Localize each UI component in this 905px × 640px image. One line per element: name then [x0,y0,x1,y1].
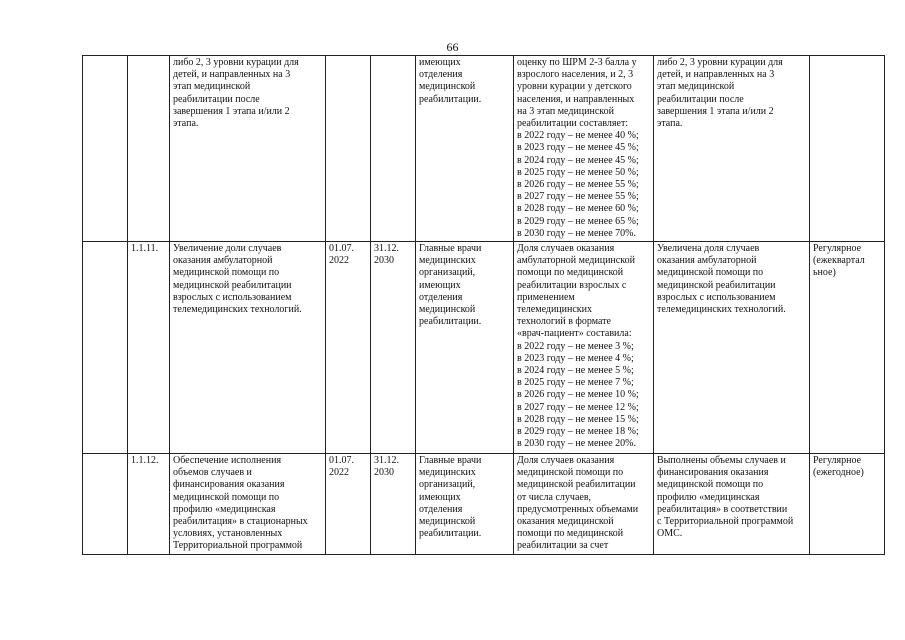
indicator-year-target: в 2024 году – не менее 5 %; [517,365,634,377]
indicator-text-cell [514,56,654,242]
indicator-text-cell [514,242,654,454]
indicator-year-target: в 2029 году – не менее 18 %; [517,426,639,438]
expected-result-cell [654,56,810,242]
blank-cell-cell [83,56,128,242]
activity-name-cell [170,242,326,454]
indicator-intro: оценку по ШРМ 2-3 балла у взрослого населения, и 2, 3 уровни курации у детского населения, и направленных на 3 этап медицинской реабилитации составляет: [517,57,637,130]
indicator-year-target: в 2025 году – не менее 50 %; [517,166,639,178]
page-number: 66 [446,40,459,54]
item-number: 1.1.11. [131,243,159,255]
indicator-year-target: в 2030 году – не менее 70%. [517,227,636,239]
end-date: 31.12. 2030 [374,243,399,267]
indicator-year-target: в 2023 году – не менее 45 %; [517,142,639,154]
table-row [83,454,885,555]
periodicity: Регулярное (ежеквартал ьное) [813,243,865,279]
blank-cell-cell [83,454,128,555]
end-date-cell [371,56,416,242]
activity-name: Увеличение доли случаев оказания амбулаторной медицинской помощи по медицинской реабилитации взрослых с использованием телемедицинских технологий. [173,243,302,316]
responsible-party: имеющих отделения медицинской реабилитации. [419,57,482,105]
end-date-cell [371,242,416,454]
activity-name: либо 2, 3 уровни курации для детей, и направленных на 3 этап медицинской реабилитации после завершения 1 этапа и/или 2 этапа. [173,57,299,130]
activities-table [82,55,885,555]
indicator-year-target: в 2029 году – не менее 65 %; [517,215,639,227]
table-row [83,56,885,242]
item-number-cell [128,454,170,555]
indicator-year-target: в 2027 году – не менее 12 %; [517,401,639,413]
table-row [83,242,885,454]
indicator-year-target: в 2026 году – не менее 55 %; [517,179,639,191]
start-date-cell [326,242,371,454]
start-date-cell [326,454,371,555]
indicator-year-target: в 2024 году – не менее 45 %; [517,154,639,166]
periodicity-cell [810,454,885,555]
start-date: 01.07. 2022 [329,455,354,479]
periodicity-cell [810,56,885,242]
periodicity-cell [810,242,885,454]
indicator-year-target: в 2022 году – не менее 40 %; [517,130,639,142]
item-number: 1.1.12. [131,455,159,467]
table-body [83,56,885,555]
responsible-party-cell [416,56,514,242]
responsible-party: Главные врачи медицинских организаций, имеющих отделения медицинской реабилитации. [419,243,482,328]
responsible-party: Главные врачи медицинских организаций, имеющих отделения медицинской реабилитации. [419,455,482,540]
item-number-cell [128,242,170,454]
indicator-year-target: в 2025 году – не менее 7 %; [517,377,634,389]
indicator-year-target: в 2023 году – не менее 4 %; [517,352,634,364]
item-number-cell [128,56,170,242]
indicator-intro: Доля случаев оказания медицинской помощи по медицинской реабилитации от числа случаев, предусмотренных объемами оказания медицинской помощи по медицинской реабилитации за счет [517,455,639,552]
indicator-year-target: в 2027 году – не менее 55 %; [517,191,639,203]
responsible-party-cell [416,242,514,454]
expected-result: Выполнены объемы случаев и финансирования оказания медицинской помощи по профилю «медицинская реабилитация» в соответствии с Территориальной программой ОМС. [657,455,794,540]
periodicity: Регулярное (ежегодное) [813,455,864,479]
indicator-intro: Доля случаев оказания амбулаторной медицинской помощи по медицинской реабилитации взрослых с применением телемедицинских технологий в формате «врач-пациент» составила: [517,243,635,340]
indicator-year-target: в 2028 году – не менее 60 %; [517,203,639,215]
activity-name-cell [170,56,326,242]
end-date-cell [371,454,416,555]
indicator-year-target: в 2030 году – не менее 20%. [517,438,636,450]
expected-result-cell [654,454,810,555]
expected-result-cell [654,242,810,454]
start-date: 01.07. 2022 [329,243,354,267]
blank-cell-cell [83,242,128,454]
indicator-year-target: в 2028 году – не менее 15 %; [517,413,639,425]
activity-name-cell [170,454,326,555]
expected-result: Увеличена доля случаев оказания амбулаторной медицинской помощи по медицинской реабилитации взрослых с использованием телемедицинских технологий. [657,243,786,316]
start-date-cell [326,56,371,242]
activity-name: Обеспечение исполнения объемов случаев и финансирования оказания медицинской помощи по профилю «медицинская реабилитация» в стационарных условиях, установленных Территориальной программой [173,455,308,552]
indicator-year-target: в 2026 году – не менее 10 %; [517,389,639,401]
end-date: 31.12. 2030 [374,455,399,479]
indicator-text-cell [514,454,654,555]
indicator-year-target: в 2022 году – не менее 3 %; [517,340,634,352]
expected-result: либо 2, 3 уровни курации для детей, и направленных на 3 этап медицинской реабилитации после завершения 1 этапа и/или 2 этапа. [657,57,783,130]
responsible-party-cell [416,454,514,555]
